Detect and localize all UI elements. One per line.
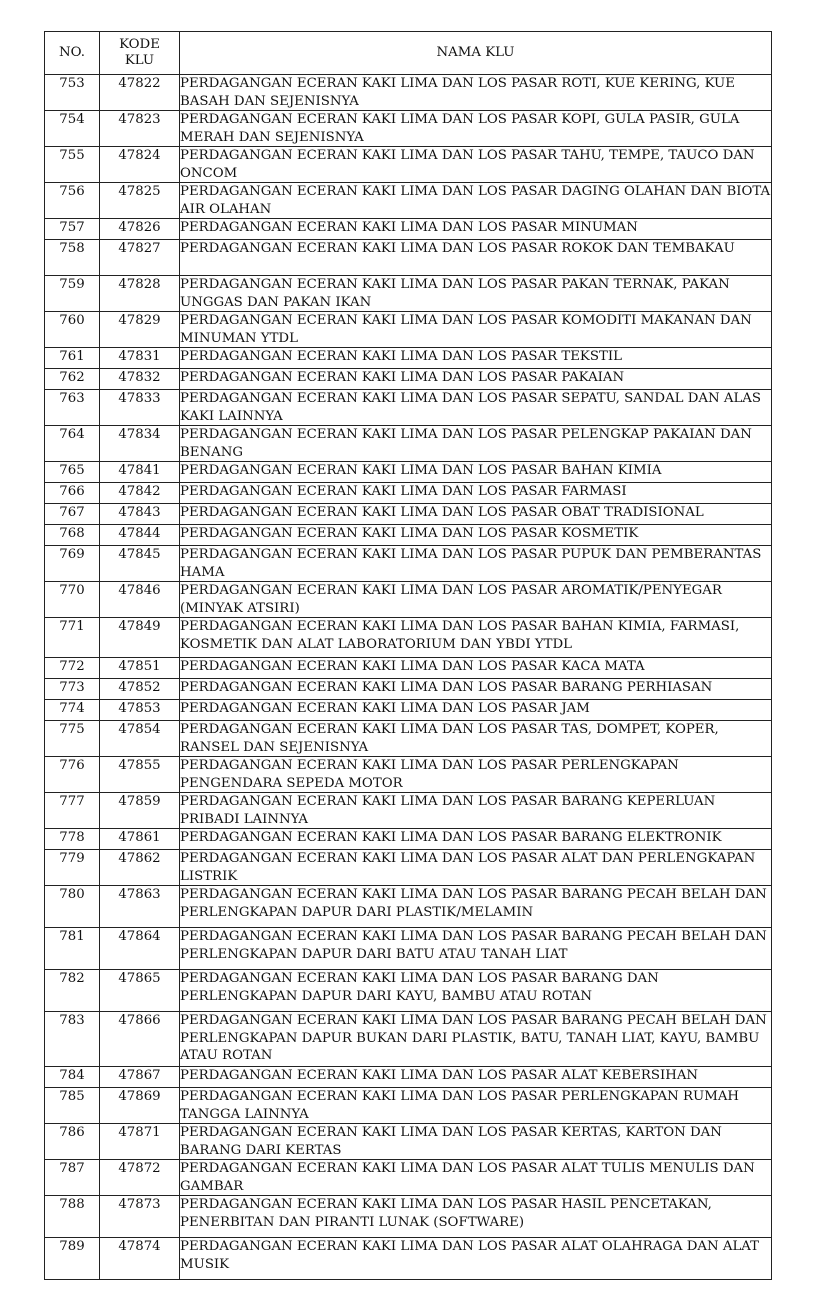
- row-kode-klu: 47826: [100, 219, 180, 240]
- table-row: [45, 525, 772, 546]
- row-nama-klu: PERDAGANGAN ECERAN KAKI LIMA DAN LOS PASAR DAGING OLAHAN DAN BIOTA AIR OLAHAN: [180, 184, 771, 217]
- row-nama-klu: PERDAGANGAN ECERAN KAKI LIMA DAN LOS PASAR PAKAN TERNAK, PAKAN UNGGAS DAN PAKAN IKAN: [180, 276, 772, 312]
- row-kode-klu: 47834: [100, 426, 180, 462]
- row-kode-klu: 47851: [100, 658, 180, 679]
- table-row: [45, 504, 772, 525]
- table-row: [45, 1012, 772, 1067]
- row-number: 783: [45, 1012, 100, 1067]
- row-nama-klu: PERDAGANGAN ECERAN KAKI LIMA DAN LOS PASAR PAKAIAN: [180, 369, 772, 390]
- row-number: 762: [45, 369, 100, 390]
- row-kode-klu: 47842: [100, 483, 180, 504]
- row-kode-klu: 47823: [100, 111, 180, 147]
- table-row: [45, 618, 772, 658]
- row-nama-klu: PERDAGANGAN ECERAN KAKI LIMA DAN LOS PASAR ALAT DAN PERLENGKAPAN LISTRIK: [180, 850, 772, 886]
- table-row: [45, 1088, 772, 1124]
- row-nama-klu: PERDAGANGAN ECERAN KAKI LIMA DAN LOS PASAR PUPUK DAN PEMBERANTAS HAMA: [180, 546, 772, 582]
- row-nama-klu: PERDAGANGAN ECERAN KAKI LIMA DAN LOS PASAR BARANG PECAH BELAH DAN PERLENGKAPAN DAPUR BUKAN DARI PLASTIK, BATU, TANAH LIAT, KAYU, BAMBU ATAU ROTAN: [180, 1012, 772, 1067]
- row-number: 789: [45, 1238, 100, 1280]
- row-nama-klu: PERDAGANGAN ECERAN KAKI LIMA DAN LOS PASAR KOPI, GULA PASIR, GULA MERAH DAN SEJENISNYA: [180, 111, 772, 147]
- row-number: 784: [45, 1067, 100, 1088]
- row-number: 779: [45, 850, 100, 886]
- row-number: 787: [45, 1160, 100, 1196]
- table-row: [45, 219, 772, 240]
- row-kode-klu: 47829: [100, 312, 180, 348]
- row-kode-klu: 47869: [100, 1088, 180, 1124]
- row-kode-klu: 47871: [100, 1124, 180, 1160]
- row-number: 761: [45, 348, 100, 369]
- row-nama-klu: PERDAGANGAN ECERAN KAKI LIMA DAN LOS PASAR KERTAS, KARTON DAN BARANG DARI KERTAS: [180, 1124, 772, 1160]
- row-nama-klu: PERDAGANGAN ECERAN KAKI LIMA DAN LOS PASAR JAM: [180, 700, 772, 721]
- row-number: 767: [45, 504, 100, 525]
- row-number: 755: [45, 147, 100, 183]
- row-number: 778: [45, 829, 100, 850]
- table-row: [45, 312, 772, 348]
- row-kode-klu: 47832: [100, 369, 180, 390]
- row-nama-klu: PERDAGANGAN ECERAN KAKI LIMA DAN LOS PASAR BARANG PECAH BELAH DAN PERLENGKAPAN DAPUR DARI BATU ATAU TANAH LIAT: [180, 928, 772, 970]
- row-nama-klu: PERDAGANGAN ECERAN KAKI LIMA DAN LOS PASAR ALAT TULIS MENULIS DAN GAMBAR: [180, 1160, 772, 1196]
- table-row: [45, 390, 772, 426]
- table-row: [45, 147, 772, 183]
- row-number: 773: [45, 679, 100, 700]
- row-nama-klu: PERDAGANGAN ECERAN KAKI LIMA DAN LOS PASAR PELENGKAP PAKAIAN DAN BENANG: [180, 426, 772, 462]
- table-row: [45, 721, 772, 757]
- row-number: 776: [45, 757, 100, 793]
- table-row: [45, 546, 772, 582]
- row-nama-klu: PERDAGANGAN ECERAN KAKI LIMA DAN LOS PASAR BAHAN KIMIA, FARMASI, KOSMETIK DAN ALAT LABORATORIUM DAN YBDI YTDL: [180, 618, 772, 658]
- row-number: 754: [45, 111, 100, 147]
- row-kode-klu: 47824: [100, 147, 180, 183]
- row-number: 770: [45, 582, 100, 618]
- row-kode-klu: 47854: [100, 721, 180, 757]
- row-kode-klu: 47861: [100, 829, 180, 850]
- table-row: [45, 240, 772, 276]
- row-number: 786: [45, 1124, 100, 1160]
- row-kode-klu: 47874: [100, 1238, 180, 1280]
- row-kode-klu: 47844: [100, 525, 180, 546]
- table-row: [45, 1238, 772, 1280]
- row-number: 777: [45, 793, 100, 829]
- row-kode-klu: 47855: [100, 757, 180, 793]
- table-row: [45, 75, 772, 111]
- table-header: [45, 32, 772, 75]
- table-row: [45, 928, 772, 970]
- table-row: [45, 582, 772, 618]
- row-number: 753: [45, 75, 100, 111]
- table-row: [45, 850, 772, 886]
- row-nama-klu: PERDAGANGAN ECERAN KAKI LIMA DAN LOS PASAR MINUMAN: [180, 219, 772, 240]
- row-nama-klu: PERDAGANGAN ECERAN KAKI LIMA DAN LOS PASAR KOSMETIK: [180, 525, 772, 546]
- row-nama-klu: PERDAGANGAN ECERAN KAKI LIMA DAN LOS PASAR BAHAN KIMIA: [180, 462, 772, 483]
- table-row: [45, 757, 772, 793]
- row-nama-klu: PERDAGANGAN ECERAN KAKI LIMA DAN LOS PASAR SEPATU, SANDAL DAN ALAS KAKI LAINNYA: [180, 390, 772, 426]
- row-nama-klu: PERDAGANGAN ECERAN KAKI LIMA DAN LOS PASAR ROKOK DAN TEMBAKAU: [180, 240, 772, 276]
- row-nama-klu: PERDAGANGAN ECERAN KAKI LIMA DAN LOS PASAR BARANG DAN PERLENGKAPAN DAPUR DARI KAYU, BAMBU ATAU ROTAN: [180, 970, 772, 1012]
- header-nama-klu: NAMA KLU: [180, 32, 772, 75]
- row-kode-klu: 47828: [100, 276, 180, 312]
- table-row: [45, 483, 772, 504]
- table-row: [45, 183, 772, 219]
- row-kode-klu: 47866: [100, 1012, 180, 1067]
- table-row: [45, 369, 772, 390]
- table-row: [45, 829, 772, 850]
- row-number: 782: [45, 970, 100, 1012]
- row-number: 774: [45, 700, 100, 721]
- row-number: 759: [45, 276, 100, 312]
- row-kode-klu: 47825: [100, 183, 180, 219]
- table-body: [45, 75, 772, 1280]
- row-kode-klu: 47852: [100, 679, 180, 700]
- row-number: 775: [45, 721, 100, 757]
- row-nama-klu: PERDAGANGAN ECERAN KAKI LIMA DAN LOS PASAR ALAT KEBERSIHAN: [180, 1067, 772, 1088]
- row-kode-klu: 47873: [100, 1196, 180, 1238]
- row-kode-klu: 47849: [100, 618, 180, 658]
- row-kode-klu: 47833: [100, 390, 180, 426]
- header-kode-klu: [100, 32, 180, 75]
- row-nama-klu: PERDAGANGAN ECERAN KAKI LIMA DAN LOS PASAR TAS, DOMPET, KOPER, RANSEL DAN SEJENISNYA: [180, 721, 772, 757]
- klu-table: [44, 31, 772, 1280]
- row-kode-klu: 47872: [100, 1160, 180, 1196]
- row-number: 772: [45, 658, 100, 679]
- row-kode-klu: 47841: [100, 462, 180, 483]
- table-row: [45, 111, 772, 147]
- table-row: [45, 1124, 772, 1160]
- row-kode-klu: 47845: [100, 546, 180, 582]
- row-nama-klu: PERDAGANGAN ECERAN KAKI LIMA DAN LOS PASAR KACA MATA: [180, 658, 772, 679]
- row-nama-klu: PERDAGANGAN ECERAN KAKI LIMA DAN LOS PASAR BARANG PERHIASAN: [180, 679, 772, 700]
- row-number: 781: [45, 928, 100, 970]
- table-row: [45, 1196, 772, 1238]
- table-row: [45, 700, 772, 721]
- row-kode-klu: 47863: [100, 886, 180, 928]
- row-number: 757: [45, 219, 100, 240]
- row-kode-klu: 47864: [100, 928, 180, 970]
- row-number: 760: [45, 312, 100, 348]
- row-nama-klu: PERDAGANGAN ECERAN KAKI LIMA DAN LOS PASAR TAHU, TEMPE, TAUCO DAN ONCOM: [180, 147, 772, 183]
- table-row: [45, 348, 772, 369]
- header-row: [45, 32, 772, 75]
- row-nama-klu: PERDAGANGAN ECERAN KAKI LIMA DAN LOS PASAR AROMATIK/PENYEGAR (MINYAK ATSIRI): [180, 582, 772, 618]
- table-row: [45, 886, 772, 928]
- row-nama-klu: PERDAGANGAN ECERAN KAKI LIMA DAN LOS PASAR ALAT OLAHRAGA DAN ALAT MUSIK: [180, 1238, 772, 1280]
- row-nama-klu: PERDAGANGAN ECERAN KAKI LIMA DAN LOS PASAR ROTI, KUE KERING, KUE BASAH DAN SEJENISNYA: [180, 75, 772, 111]
- row-nama-klu: PERDAGANGAN ECERAN KAKI LIMA DAN LOS PASAR PERLENGKAPAN RUMAH TANGGA LAINNYA: [180, 1088, 772, 1124]
- header-kode-line2: KLU: [124, 53, 155, 68]
- row-number: 780: [45, 886, 100, 928]
- row-nama-klu: PERDAGANGAN ECERAN KAKI LIMA DAN LOS PASAR KOMODITI MAKANAN DAN MINUMAN YTDL: [180, 312, 772, 348]
- row-number: 756: [45, 183, 100, 219]
- row-number: 788: [45, 1196, 100, 1238]
- row-kode-klu: 47846: [100, 582, 180, 618]
- table-row: [45, 1160, 772, 1196]
- table-row: [45, 679, 772, 700]
- row-nama-klu: PERDAGANGAN ECERAN KAKI LIMA DAN LOS PASAR PERLENGKAPAN PENGENDARA SEPEDA MOTOR: [180, 757, 772, 793]
- row-number: 768: [45, 525, 100, 546]
- table-row: [45, 793, 772, 829]
- row-nama-klu: PERDAGANGAN ECERAN KAKI LIMA DAN LOS PASAR BARANG KEPERLUAN PRIBADI LAINNYA: [180, 793, 772, 829]
- row-number: 766: [45, 483, 100, 504]
- table-row: [45, 970, 772, 1012]
- row-nama-klu: PERDAGANGAN ECERAN KAKI LIMA DAN LOS PASAR FARMASI: [180, 483, 772, 504]
- row-kode-klu: 47865: [100, 970, 180, 1012]
- row-nama-klu: PERDAGANGAN ECERAN KAKI LIMA DAN LOS PASAR TEKSTIL: [180, 348, 772, 369]
- row-number: 758: [45, 240, 100, 276]
- table-row: [45, 462, 772, 483]
- table-row: [45, 276, 772, 312]
- row-kode-klu: 47822: [100, 75, 180, 111]
- table-row: [45, 658, 772, 679]
- table-row: [45, 1067, 772, 1088]
- row-kode-klu: 47862: [100, 850, 180, 886]
- row-number: 764: [45, 426, 100, 462]
- row-number: 771: [45, 618, 100, 658]
- row-kode-klu: 47853: [100, 700, 180, 721]
- row-nama-klu: PERDAGANGAN ECERAN KAKI LIMA DAN LOS PASAR HASIL PENCETAKAN, PENERBITAN DAN PIRANTI LUNAK (SOFTWARE): [180, 1196, 772, 1238]
- row-nama-klu: PERDAGANGAN ECERAN KAKI LIMA DAN LOS PASAR BARANG PECAH BELAH DAN PERLENGKAPAN DAPUR DARI PLASTIK/MELAMIN: [180, 886, 772, 928]
- row-kode-klu: 47831: [100, 348, 180, 369]
- row-nama-klu: PERDAGANGAN ECERAN KAKI LIMA DAN LOS PASAR BARANG ELEKTRONIK: [180, 829, 772, 850]
- row-kode-klu: 47843: [100, 504, 180, 525]
- row-nama-klu: PERDAGANGAN ECERAN KAKI LIMA DAN LOS PASAR OBAT TRADISIONAL: [180, 504, 772, 525]
- row-number: 785: [45, 1088, 100, 1124]
- header-no: NO.: [45, 32, 100, 75]
- row-kode-klu: 47827: [100, 240, 180, 276]
- row-number: 765: [45, 462, 100, 483]
- row-kode-klu: 47867: [100, 1067, 180, 1088]
- row-kode-klu: 47859: [100, 793, 180, 829]
- row-number: 763: [45, 390, 100, 426]
- header-kode-line1: KODE: [119, 37, 160, 52]
- row-number: 769: [45, 546, 100, 582]
- table-row: [45, 426, 772, 462]
